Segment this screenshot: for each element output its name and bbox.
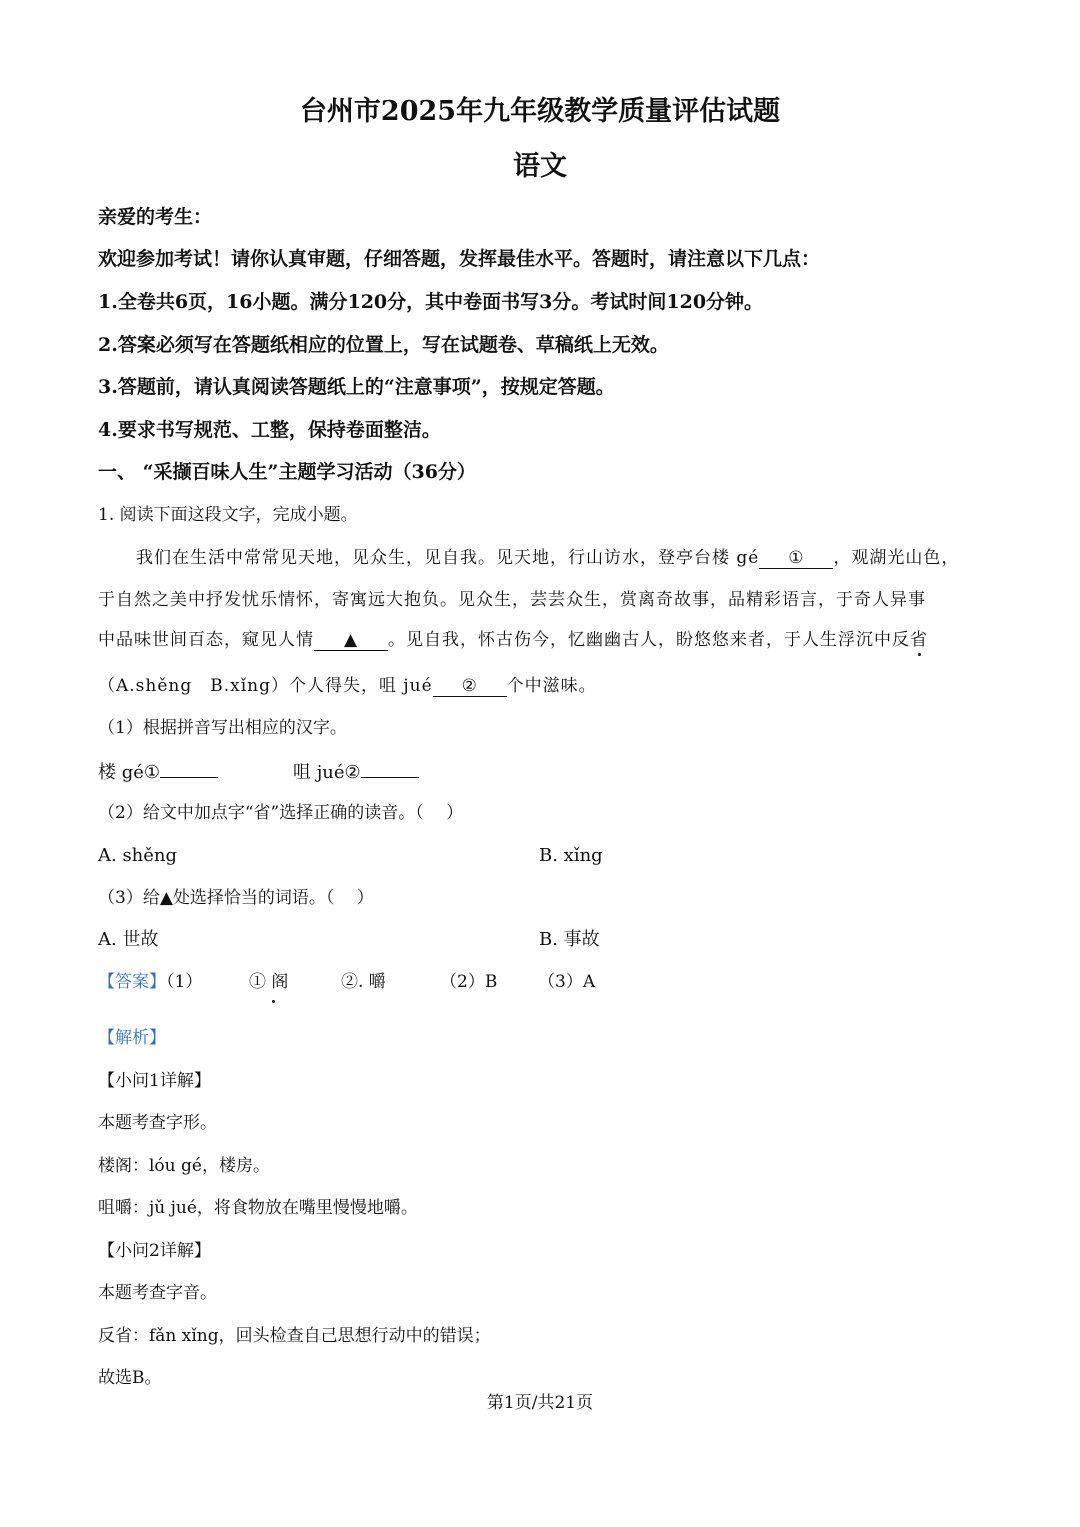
answer-item-4: （3）A: [538, 972, 596, 992]
fill-label-a: 楼 gé①: [98, 762, 161, 783]
passage-line-1: [136, 546, 959, 570]
answer-item-1: ① 阁: [249, 972, 289, 992]
subquestion-1-prompt: （1）根据拼音写出相应的汉字。: [98, 718, 347, 738]
detail-2-line-2: 反省：fǎn xǐng，回头检查自己思想行动中的错误；: [98, 1326, 491, 1346]
rule-2: 2.答案必须写在答题纸相应的位置上，写在试题卷、草稿纸上无效。: [98, 334, 669, 356]
passage-text: 中品味世间百态，窥见人情: [98, 630, 314, 650]
answer-item-2: ②. 嚼: [341, 972, 386, 992]
answer-row: [98, 970, 202, 994]
fill-blank-b: [361, 759, 419, 778]
blank-triangle: ▲: [314, 630, 388, 651]
detail-2-label: 【小问2详解】: [98, 1241, 211, 1261]
rule-1: 1.全卷共6页，16小题。满分120分，其中卷面书写3分。考试时间120分钟。: [98, 291, 764, 313]
detail-2-line-1: 本题考查字音。: [98, 1283, 217, 1303]
option-2b: B. xǐng: [539, 845, 603, 866]
detail-1-line-1: 本题考查字形。: [98, 1113, 217, 1133]
section-heading: 一、 “采撷百味人生”主题学习活动（36分）: [98, 461, 476, 483]
greeting: 亲爱的考生：: [98, 206, 213, 228]
passage-text: ，观湖光山色，: [833, 548, 960, 568]
blank-1: ①: [759, 548, 833, 569]
rule-3: 3.答题前，请认真阅读答题纸上的“注意事项”，按规定答题。: [98, 376, 615, 398]
subquestion-1-fill-b: [293, 759, 419, 785]
passage-text: 个中滋味。: [506, 676, 597, 696]
subject-title: 语文: [513, 151, 567, 182]
page-footer: 第1页/共21页: [486, 1393, 594, 1413]
answer-label: 【答案】: [98, 972, 166, 992]
passage-text: 我们在生活中常常见天地，见众生，见自我。见天地，行山访水，登亭台楼 gé: [136, 548, 760, 568]
welcome-text: 欢迎参加考试！请你认真审题，仔细答题，发挥最佳水平。答题时，请注意以下几点：: [98, 248, 821, 270]
detail-2-line-3: 故选B。: [98, 1368, 162, 1388]
subquestion-3-prompt: （3）给▲处选择恰当的词语。（ ）: [98, 888, 374, 908]
detail-1-line-3: 咀嚼：jǔ jué，将食物放在嘴里慢慢地嚼。: [98, 1198, 418, 1218]
rule-4: 4.要求书写规范、工整，保持卷面整洁。: [98, 419, 441, 441]
exam-title: 台州市2025年九年级教学质量评估试题: [299, 96, 781, 127]
answer-item-3: （2）B: [440, 972, 498, 992]
option-3a: A. 世故: [98, 929, 159, 950]
analysis-label: 【解析】: [98, 1028, 166, 1048]
subquestion-2-prompt: （2）给文中加点字“省”选择正确的读音。（ ）: [98, 803, 464, 823]
detail-1-line-2: 楼阁：lóu gé，楼房。: [98, 1156, 270, 1176]
passage-line-3: [98, 628, 928, 652]
passage-line-2: 于自然之美中抒发忧乐情怀，寄寓远大抱负。见众生，芸芸众生，赏离奇故事，品精彩语言，于奇人异事: [98, 590, 926, 610]
fill-blank-a: [160, 759, 218, 778]
passage-text: 。见自我，怀古伤今，忆幽幽古人，盼悠悠来者，于人生浮沉中反: [388, 630, 910, 650]
question-1-prompt: 1. 阅读下面这段文字，完成小题。: [98, 505, 358, 525]
answer-part-1: （1）: [166, 972, 203, 992]
answer-dot: [272, 1000, 275, 1003]
option-2a: A. shěng: [98, 845, 178, 866]
blank-2: ②: [433, 676, 507, 697]
passage-line-4: [98, 674, 597, 698]
emphasis-char: 省: [910, 630, 928, 650]
detail-1-label: 【小问1详解】: [98, 1071, 211, 1091]
passage-text: （A.shěng B.xǐng）个人得失，咀 jué: [98, 676, 433, 696]
subquestion-1-fill: [98, 759, 218, 785]
option-3b: B. 事故: [539, 929, 600, 950]
fill-label-b: 咀 jué②: [293, 762, 361, 783]
